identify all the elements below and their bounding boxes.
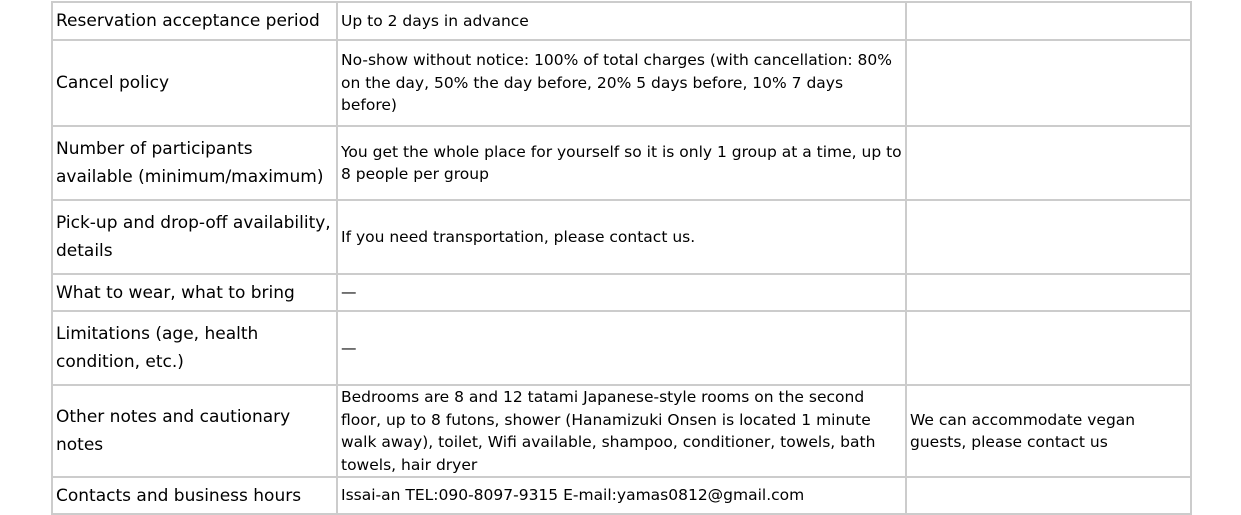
table-row-limitations — [52, 311, 1191, 385]
row-detail: You get the whole place for yourself so it is only 1 group at a time, up to 8 people per group — [337, 126, 906, 200]
row-label: Pick-up and drop-off availability, details — [52, 200, 337, 274]
row-label: Number of participants available (minimum/maximum) — [52, 126, 337, 200]
row-label: Reservation acceptance period — [52, 2, 337, 40]
row-note — [906, 274, 1191, 311]
row-label: Other notes and cautionary notes — [52, 385, 337, 477]
row-detail: Up to 2 days in advance — [337, 2, 906, 40]
row-detail: — — [337, 311, 906, 385]
row-note — [906, 126, 1191, 200]
table-row-reservation-period — [52, 2, 1191, 40]
row-detail: Bedrooms are 8 and 12 tatami Japanese-style rooms on the second floor, up to 8 futons, shower (Hanamizuki Onsen is located 1 minute walk away), toilet, Wifi available, shampoo, conditioner, towels, bath towels, hair dryer — [337, 385, 906, 477]
row-note — [906, 477, 1191, 514]
table-row-participants — [52, 126, 1191, 200]
table-row-pickup — [52, 200, 1191, 274]
row-note — [906, 200, 1191, 274]
table-row-other-notes — [52, 385, 1191, 477]
row-label: Limitations (age, health condition, etc.) — [52, 311, 337, 385]
row-detail: No-show without notice: 100% of total charges (with cancellation: 80% on the day, 50% the day before, 20% 5 days before, 10% 7 days before) — [337, 40, 906, 126]
row-note — [906, 40, 1191, 126]
row-detail: If you need transportation, please contact us. — [337, 200, 906, 274]
row-note — [906, 2, 1191, 40]
row-detail: Issai-an TEL:090-8097-9315 E-mail:yamas0812@gmail.com — [337, 477, 906, 514]
row-label: Cancel policy — [52, 40, 337, 126]
row-label: What to wear, what to bring — [52, 274, 337, 311]
row-note — [906, 311, 1191, 385]
info-table — [51, 1, 1192, 515]
table-row-cancel-policy — [52, 40, 1191, 126]
row-label: Contacts and business hours — [52, 477, 337, 514]
row-note: We can accommodate vegan guests, please contact us — [906, 385, 1191, 477]
row-detail: — — [337, 274, 906, 311]
table-row-contacts — [52, 477, 1191, 514]
table-row-what-to-wear — [52, 274, 1191, 311]
